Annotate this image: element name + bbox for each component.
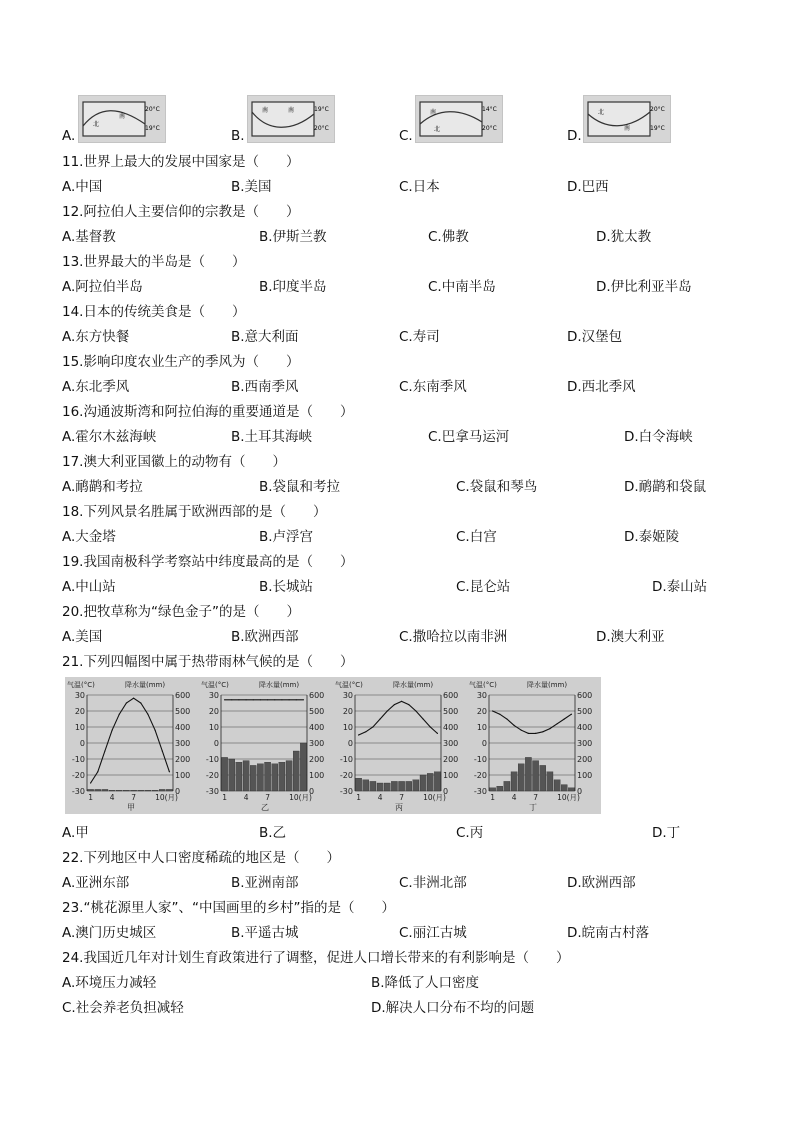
temperature-line xyxy=(493,711,572,733)
question-23-stem: 23.“桃花源里人家”、“中国画里的乡村”指的是（ ） xyxy=(62,900,395,916)
precip-bar-11 xyxy=(427,773,433,791)
q18-option-a[interactable]: A.大金塔 xyxy=(62,529,116,545)
precip-axis-label: 降水量(mm) xyxy=(259,681,300,689)
q19-option-c[interactable]: C.昆仑站 xyxy=(456,579,511,595)
month-tick-label: 1 xyxy=(88,793,93,802)
q18-option-c[interactable]: C.白宫 xyxy=(456,529,497,545)
q16-option-a[interactable]: A.霍尔木兹海峡 xyxy=(62,429,157,445)
month-tick-label: 1 xyxy=(490,793,495,802)
q24-option-a[interactable]: A.环境压力减轻 xyxy=(62,975,157,991)
temp-tick-label: 20 xyxy=(476,707,487,716)
precip-bar-7 xyxy=(399,781,405,791)
precip-tick-label: 500 xyxy=(175,707,191,716)
month-tick-label: 7 xyxy=(265,793,270,802)
precip-bar-2 xyxy=(363,780,369,791)
question-12-stem: 12.阿拉伯人主要信仰的宗教是（ ） xyxy=(62,204,300,220)
month-tick-label: 10(月) xyxy=(557,793,580,802)
precip-axis-label: 降水量(mm) xyxy=(527,681,568,689)
q14-option-c[interactable]: C.寿司 xyxy=(399,329,440,345)
temperature-point-5 xyxy=(253,699,254,700)
precip-bar-1 xyxy=(490,788,496,791)
svg-text:19°C: 19°C xyxy=(314,106,329,113)
climate-chart-jia xyxy=(65,677,197,814)
q11-option-d[interactable]: D.巴西 xyxy=(567,179,609,195)
q14-option-b[interactable]: B.意大利面 xyxy=(231,329,299,345)
svg-text:20°C: 20°C xyxy=(482,125,497,132)
precip-tick-label: 400 xyxy=(175,723,191,732)
question-18-stem: 18.下列风景名胜属于欧洲西部的是（ ） xyxy=(62,504,327,520)
temp-tick-label: 0 xyxy=(79,739,85,748)
q17-option-c[interactable]: C.袋鼠和琴鸟 xyxy=(456,479,538,495)
precip-tick-label: 200 xyxy=(175,755,191,764)
temperature-point-11 xyxy=(564,718,565,719)
precip-bar-12 xyxy=(568,788,574,791)
question-21-stem: 21.下列四幅图中属于热带雨林气候的是（ ） xyxy=(62,654,354,670)
q12-option-d[interactable]: D.犹太教 xyxy=(596,229,652,245)
svg-text:14°C: 14°C xyxy=(482,106,497,113)
q20-option-a[interactable]: A.美国 xyxy=(62,629,103,645)
climate-chart-bing xyxy=(333,677,465,814)
q14-option-d[interactable]: D.汉堡包 xyxy=(567,329,623,345)
svg-text:南: 南 xyxy=(430,109,437,116)
temperature-point-9 xyxy=(415,710,416,711)
temperature-point-10 xyxy=(154,730,155,731)
temp-tick-label: 20 xyxy=(74,707,85,716)
month-tick-label: 7 xyxy=(131,793,136,802)
precip-bar-1 xyxy=(88,789,94,791)
temperature-point-11 xyxy=(296,699,297,700)
precip-tick-label: 200 xyxy=(443,755,459,764)
precip-tick-label: 500 xyxy=(577,707,593,716)
temperature-point-7 xyxy=(133,698,134,699)
q13-option-a[interactable]: A.阿拉伯半岛 xyxy=(62,279,143,295)
temp-axis-label: 气温(°C) xyxy=(67,681,95,689)
q17-option-a[interactable]: A.鸸鹋和考拉 xyxy=(62,479,143,495)
temperature-point-3 xyxy=(104,750,105,751)
svg-text:南: 南 xyxy=(624,125,631,132)
temperature-point-2 xyxy=(499,714,500,715)
q20-option-d[interactable]: D.澳大利亚 xyxy=(596,629,665,645)
month-tick-label: 4 xyxy=(377,793,383,802)
q16-option-b[interactable]: B.土耳其海峡 xyxy=(231,429,313,445)
climate-charts-figure xyxy=(65,677,601,814)
question-16-stem: 16.沟通波斯湾和阿拉伯海的重要通道是（ ） xyxy=(62,404,354,420)
svg-text:南: 南 xyxy=(262,107,269,114)
climate-chart-yi xyxy=(199,677,331,814)
precip-bar-6 xyxy=(525,757,531,791)
temperature-point-8 xyxy=(542,731,543,732)
chart-name-label: 甲 xyxy=(127,803,135,812)
precip-tick-label: 100 xyxy=(175,771,191,780)
svg-text:北: 北 xyxy=(598,109,605,116)
precip-bar-8 xyxy=(540,765,546,791)
q23-option-b[interactable]: B.平遥古城 xyxy=(231,925,299,941)
q13-option-c[interactable]: C.中南半岛 xyxy=(428,279,496,295)
precip-bar-8 xyxy=(406,781,412,791)
temperature-point-4 xyxy=(379,718,380,719)
q10-option-c-letter: C. xyxy=(399,128,413,144)
precip-axis-label: 降水量(mm) xyxy=(393,681,434,689)
q18-option-b[interactable]: B.卢浮宫 xyxy=(259,529,314,545)
precip-tick-label: 600 xyxy=(577,691,593,700)
precip-tick-label: 400 xyxy=(577,723,593,732)
svg-text:北: 北 xyxy=(434,126,441,133)
month-tick-label: 10(月) xyxy=(289,793,312,802)
q24-option-b[interactable]: B.降低了人口密度 xyxy=(371,975,480,991)
question-13-stem: 13.世界最大的半岛是（ ） xyxy=(62,254,246,270)
month-tick-label: 10(月) xyxy=(423,793,446,802)
q15-option-d[interactable]: D.西北季风 xyxy=(567,379,636,395)
temp-tick-label: -30 xyxy=(205,787,219,796)
temperature-point-8 xyxy=(274,699,275,700)
temp-tick-label: 10 xyxy=(342,723,353,732)
precip-tick-label: 0 xyxy=(577,787,583,796)
precip-tick-label: 200 xyxy=(309,755,325,764)
precip-bar-1 xyxy=(356,778,362,791)
precip-tick-label: 100 xyxy=(309,771,325,780)
precip-bar-12 xyxy=(300,743,306,791)
temperature-point-7 xyxy=(401,701,402,702)
question-11-stem: 11.世界上最大的发展中国家是（ ） xyxy=(62,154,300,170)
temp-tick-label: 20 xyxy=(342,707,353,716)
temp-tick-label: -20 xyxy=(71,771,85,780)
temperature-point-1 xyxy=(90,782,91,783)
precip-bar-12 xyxy=(434,772,440,791)
temperature-point-8 xyxy=(140,702,141,703)
q19-option-d[interactable]: D.泰山站 xyxy=(652,579,708,595)
temperature-point-3 xyxy=(372,726,373,727)
temp-axis-label: 气温(°C) xyxy=(469,681,497,689)
temp-tick-label: 30 xyxy=(476,691,487,700)
precip-bar-7 xyxy=(131,790,137,791)
precip-tick-label: 400 xyxy=(443,723,459,732)
temp-tick-label: 20 xyxy=(208,707,219,716)
temperature-point-12 xyxy=(169,771,170,772)
q21-option-b[interactable]: B.乙 xyxy=(259,825,287,841)
precip-bar-4 xyxy=(109,790,115,791)
month-tick-label: 4 xyxy=(511,793,517,802)
svg-text:20°C: 20°C xyxy=(650,106,665,113)
temp-tick-label: -30 xyxy=(71,787,85,796)
temperature-point-1 xyxy=(492,710,493,711)
temperature-point-12 xyxy=(437,733,438,734)
month-tick-label: 4 xyxy=(109,793,115,802)
temperature-point-3 xyxy=(238,699,239,700)
svg-text:南: 南 xyxy=(288,107,295,114)
temperature-point-1 xyxy=(358,734,359,735)
precip-bar-2 xyxy=(95,789,101,791)
precip-bar-10 xyxy=(554,780,560,791)
climate-chart-ding xyxy=(467,677,599,814)
temp-tick-label: -20 xyxy=(205,771,219,780)
q12-option-b[interactable]: B.伊斯兰教 xyxy=(259,229,327,245)
q10-option-b-letter: B. xyxy=(231,128,245,144)
month-tick-label: 4 xyxy=(243,793,249,802)
q10-option-d-letter: D. xyxy=(567,128,582,144)
precip-tick-label: 300 xyxy=(577,739,593,748)
month-tick-label: 7 xyxy=(533,793,538,802)
q16-option-c[interactable]: C.巴拿马运河 xyxy=(428,429,510,445)
temp-tick-label: -10 xyxy=(473,755,487,764)
precip-bar-3 xyxy=(102,789,108,791)
temp-tick-label: -10 xyxy=(205,755,219,764)
precip-bar-5 xyxy=(518,764,524,791)
precip-tick-label: 300 xyxy=(175,739,191,748)
q14-option-a[interactable]: A.东方快餐 xyxy=(62,329,130,345)
precip-tick-label: 0 xyxy=(175,787,181,796)
temperature-point-9 xyxy=(549,728,550,729)
q17-option-d[interactable]: D.鸸鹋和袋鼠 xyxy=(624,479,707,495)
chart-name-label: 丁 xyxy=(529,803,537,812)
question-15-stem: 15.影响印度农业生产的季风为（ ） xyxy=(62,354,300,370)
precip-axis-label: 降水量(mm) xyxy=(125,681,166,689)
q22-option-b[interactable]: B.亚洲南部 xyxy=(231,875,299,891)
temperature-point-6 xyxy=(528,733,529,734)
temperature-point-6 xyxy=(394,704,395,705)
precip-tick-label: 0 xyxy=(309,787,315,796)
precip-bar-9 xyxy=(279,762,285,791)
month-tick-label: 1 xyxy=(356,793,361,802)
precip-tick-label: 100 xyxy=(577,771,593,780)
temperature-point-5 xyxy=(119,714,120,715)
q13-option-d[interactable]: D.伊比利亚半岛 xyxy=(596,279,692,295)
precip-tick-label: 500 xyxy=(443,707,459,716)
precip-bar-7 xyxy=(265,762,271,791)
precip-tick-label: 400 xyxy=(309,723,325,732)
q21-option-d[interactable]: D.丁 xyxy=(652,825,681,841)
precip-tick-label: 600 xyxy=(309,691,325,700)
month-tick-label: 7 xyxy=(399,793,404,802)
q22-option-a[interactable]: A.亚洲东部 xyxy=(62,875,130,891)
question-19-stem: 19.我国南极科学考察站中纬度最高的是（ ） xyxy=(62,554,354,570)
precip-tick-label: 300 xyxy=(309,739,325,748)
q10-option-a-letter: A. xyxy=(62,128,76,144)
precip-bar-10 xyxy=(286,761,292,791)
temp-tick-label: -20 xyxy=(473,771,487,780)
temperature-point-10 xyxy=(288,699,289,700)
q21-option-a[interactable]: A.甲 xyxy=(62,825,89,841)
precip-bar-9 xyxy=(145,790,151,791)
precip-bar-4 xyxy=(511,772,517,791)
precip-bar-11 xyxy=(561,785,567,791)
q23-option-a[interactable]: A.澳门历史城区 xyxy=(62,925,157,941)
precip-bar-8 xyxy=(272,764,278,791)
temperature-point-4 xyxy=(245,699,246,700)
precip-bar-3 xyxy=(236,762,242,791)
precip-bar-5 xyxy=(116,790,122,791)
temperature-point-5 xyxy=(387,710,388,711)
svg-text:20°C: 20°C xyxy=(314,125,329,132)
chart-name-label: 乙 xyxy=(261,803,269,812)
precip-tick-label: 200 xyxy=(577,755,593,764)
temperature-point-6 xyxy=(126,702,127,703)
temperature-point-8 xyxy=(408,704,409,705)
temp-tick-label: 10 xyxy=(74,723,85,732)
question-24-stem: 24.我国近几年对计划生育政策进行了调整，促进人口增长带来的有利影响是（ ） xyxy=(62,950,570,966)
precip-bar-6 xyxy=(257,764,263,791)
question-14-stem: 14.日本的传统美食是（ ） xyxy=(62,304,246,320)
temperature-point-7 xyxy=(267,699,268,700)
temp-tick-label: -30 xyxy=(473,787,487,796)
temp-tick-label: -10 xyxy=(339,755,353,764)
temp-tick-label: 0 xyxy=(347,739,353,748)
precip-bar-5 xyxy=(384,783,390,791)
q10-option-a-diagram xyxy=(78,95,166,143)
precip-tick-label: 500 xyxy=(309,707,325,716)
precip-bar-8 xyxy=(138,790,144,791)
temperature-line xyxy=(359,701,438,735)
temp-tick-label: 10 xyxy=(476,723,487,732)
precip-bar-3 xyxy=(370,781,376,791)
temperature-point-3 xyxy=(506,718,507,719)
question-20-stem: 20.把牧草称为“绿色金子”的是（ ） xyxy=(62,604,300,620)
temperature-point-9 xyxy=(281,699,282,700)
temperature-point-9 xyxy=(147,714,148,715)
precip-bar-6 xyxy=(123,790,129,791)
temp-tick-label: -30 xyxy=(339,787,353,796)
q16-option-d[interactable]: D.白令海峡 xyxy=(624,429,693,445)
q22-option-d[interactable]: D.欧洲西部 xyxy=(567,875,636,891)
q11-option-b[interactable]: B.美国 xyxy=(231,179,272,195)
temperature-point-10 xyxy=(422,718,423,719)
temp-tick-label: 30 xyxy=(208,691,219,700)
precip-bar-6 xyxy=(391,781,397,791)
temperature-point-11 xyxy=(162,750,163,751)
temp-tick-label: 30 xyxy=(74,691,85,700)
q12-option-c[interactable]: C.佛教 xyxy=(428,229,469,245)
svg-text:19°C: 19°C xyxy=(650,125,665,132)
month-tick-label: 1 xyxy=(222,793,227,802)
svg-text:南: 南 xyxy=(119,113,126,120)
q13-option-b[interactable]: B.印度半岛 xyxy=(259,279,327,295)
temperature-point-4 xyxy=(111,730,112,731)
q11-option-c[interactable]: C.日本 xyxy=(399,179,440,195)
temperature-point-5 xyxy=(521,730,522,731)
precip-bar-11 xyxy=(293,751,299,791)
q17-option-b[interactable]: B.袋鼠和考拉 xyxy=(259,479,341,495)
svg-text:北: 北 xyxy=(93,121,100,128)
svg-text:20°C: 20°C xyxy=(145,106,160,113)
precip-bar-7 xyxy=(533,761,539,791)
temp-tick-label: -20 xyxy=(339,771,353,780)
temperature-point-1 xyxy=(224,699,225,700)
precip-bar-4 xyxy=(377,783,383,791)
q23-option-c[interactable]: C.丽江古城 xyxy=(399,925,467,941)
temperature-point-10 xyxy=(556,723,557,724)
q12-option-a[interactable]: A.基督教 xyxy=(62,229,116,245)
q15-option-c[interactable]: C.东南季风 xyxy=(399,379,467,395)
precip-bar-10 xyxy=(420,775,426,791)
q19-option-a[interactable]: A.中山站 xyxy=(62,579,116,595)
precip-bar-9 xyxy=(413,780,419,791)
q15-option-b[interactable]: B.西南季风 xyxy=(231,379,299,395)
temp-tick-label: 10 xyxy=(208,723,219,732)
q20-option-c[interactable]: C.撒哈拉以南非洲 xyxy=(399,629,508,645)
q19-option-b[interactable]: B.长城站 xyxy=(259,579,314,595)
precip-tick-label: 600 xyxy=(443,691,459,700)
precip-tick-label: 600 xyxy=(175,691,191,700)
temp-tick-label: -10 xyxy=(71,755,85,764)
q15-option-a[interactable]: A.东北季风 xyxy=(62,379,130,395)
q10-option-d-diagram xyxy=(583,95,671,143)
temperature-point-12 xyxy=(303,699,304,700)
q21-option-c[interactable]: C.丙 xyxy=(456,825,484,841)
precip-tick-label: 0 xyxy=(443,787,449,796)
temperature-point-2 xyxy=(97,771,98,772)
temp-axis-label: 气温(°C) xyxy=(335,681,363,689)
q24-option-d[interactable]: D.解决人口分布不均的问题 xyxy=(371,1000,535,1016)
temperature-point-2 xyxy=(231,699,232,700)
precip-bar-3 xyxy=(504,781,510,791)
precip-tick-label: 100 xyxy=(443,771,459,780)
temp-tick-label: 0 xyxy=(213,739,219,748)
temperature-point-7 xyxy=(535,733,536,734)
precip-bar-9 xyxy=(547,772,553,791)
precip-bar-2 xyxy=(497,786,503,791)
svg-text:19°C: 19°C xyxy=(145,125,160,132)
precip-tick-label: 300 xyxy=(443,739,459,748)
q24-option-c[interactable]: C.社会养老负担减轻 xyxy=(62,1000,184,1016)
precip-bar-11 xyxy=(159,789,165,791)
q11-option-a[interactable]: A.中国 xyxy=(62,179,103,195)
q20-option-b[interactable]: B.欧洲西部 xyxy=(231,629,299,645)
precip-bar-10 xyxy=(152,790,158,791)
q10-option-b-diagram xyxy=(247,95,335,143)
question-22-stem: 22.下列地区中人口密度稀疏的地区是（ ） xyxy=(62,850,340,866)
temperature-point-11 xyxy=(430,726,431,727)
precip-bar-2 xyxy=(229,759,235,791)
q10-option-c-diagram xyxy=(415,95,503,143)
q22-option-c[interactable]: C.非洲北部 xyxy=(399,875,467,891)
q18-option-d[interactable]: D.泰姬陵 xyxy=(624,529,680,545)
temp-tick-label: 0 xyxy=(481,739,487,748)
temperature-point-6 xyxy=(260,699,261,700)
question-17-stem: 17.澳大利亚国徽上的动物有（ ） xyxy=(62,454,286,470)
chart-name-label: 丙 xyxy=(395,803,403,812)
precip-bar-5 xyxy=(250,765,256,791)
temperature-point-2 xyxy=(365,731,366,732)
precip-bar-12 xyxy=(166,789,172,791)
precip-bar-4 xyxy=(243,761,249,791)
temp-axis-label: 气温(°C) xyxy=(201,681,229,689)
month-tick-label: 10(月) xyxy=(155,793,178,802)
temperature-point-12 xyxy=(571,714,572,715)
temperature-point-4 xyxy=(513,725,514,726)
temp-tick-label: 30 xyxy=(342,691,353,700)
q23-option-d[interactable]: D.皖南古村落 xyxy=(567,925,650,941)
precip-bar-1 xyxy=(222,757,228,791)
